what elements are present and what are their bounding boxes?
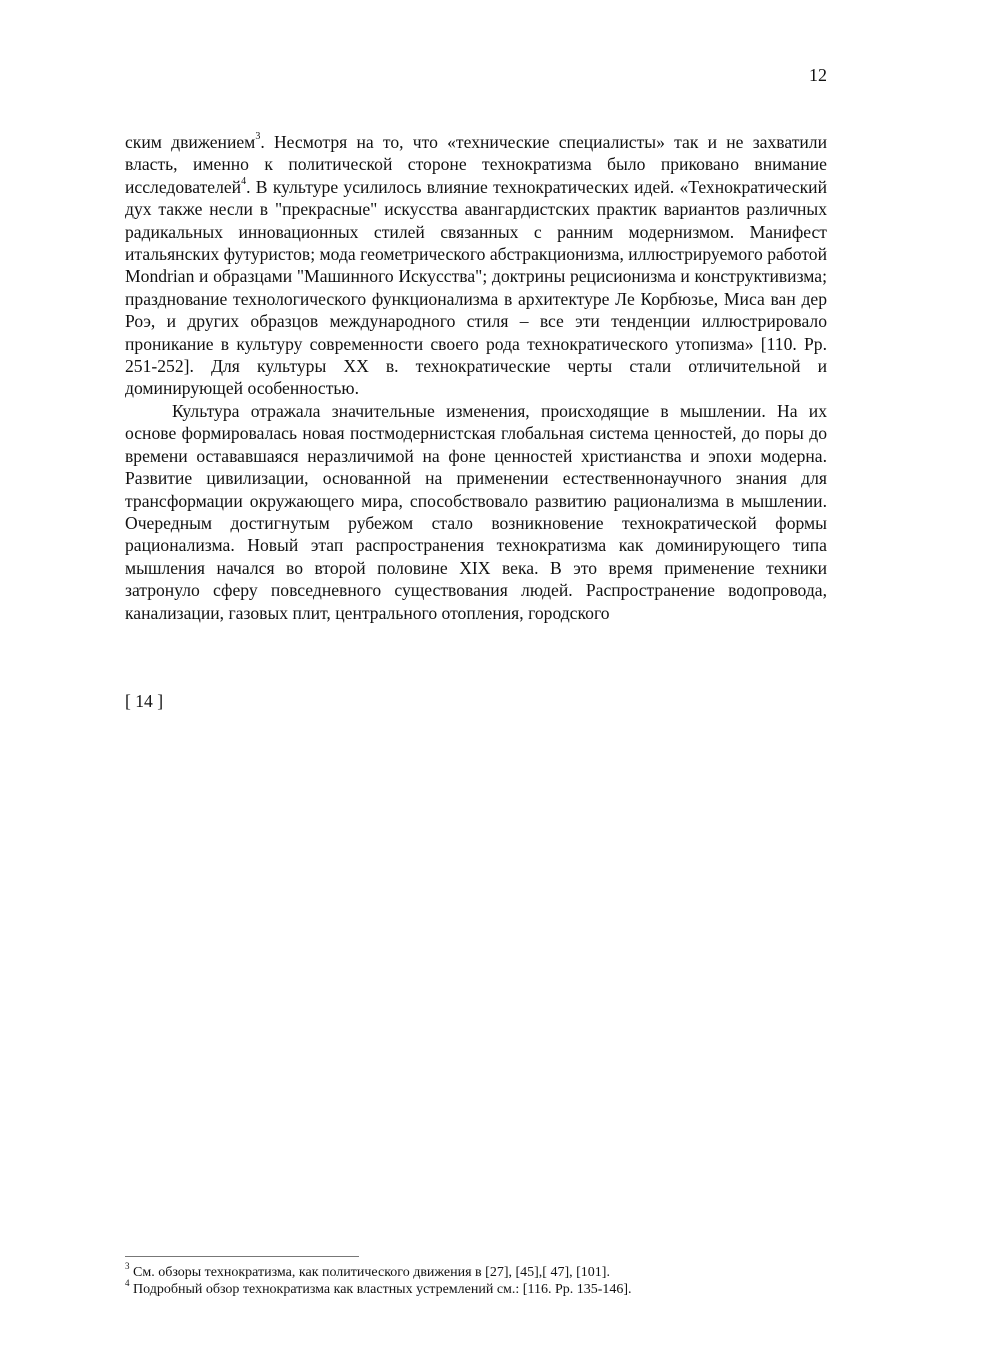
footnote-mark-4: 4 [125, 1278, 130, 1289]
paragraph-1 [125, 131, 827, 400]
footnote-4-text: Подробный обзор технократизма как властных устремлений см.: [116. Pp. 135-146]. [129, 1282, 632, 1297]
footnote-3-text: См. обзоры технократизма, как политического движения в [27], [45],[ 47], [101]. [129, 1265, 610, 1280]
paragraph-1-part-3: . В культуре усилилось влияние технократических идей. «Технократический дух также несли в "прекрасные" искусства авангардистских практик вариантов различных радикальных инновационных стилей связанных с ранним модернизмом. Манифест итальянских футуристов; мода геометрического абстракционизма, иллюстрируемого работой Mondrian и образцами "Машинного Искусства"; доктрины рецисионизма и конструктивизма; празднование технологического функционализма в архитектуре Ле Корбюзье, Миса ван дер Роэ, и других образцов международного стиля – все эти тенденции иллюстрировало проникание в культуру современности своего рода технократического утопизма» [110. Pp. 251-252]. Для культуры XX в. технократические черты стали отличительной и доминирующей особенностью. [125, 176, 827, 399]
paragraph-2: Культура отражала значительные изменения, происходящие в мышлении. На их основе формировалась новая постмодернистская глобальная система ценностей, до поры до времени остававшаяся неразличимой на фоне ценностей христианства и эпохи модерна. Развитие цивилизации, основанной на применении естественнонаучного знания для трансформации окружающего мира, способствовало развитию рационализма в мышлении. Очередным достигнутым рубежом стало возникновение технократической формы рационализма. Новый этап распространения технократизма как доминирующего типа мышления начался во второй половине XIX века. В это время применение техники затронуло сферу повседневного существования людей. Распространение водопровода, канализации, газовых плит, центрального отопления, городского [125, 400, 827, 623]
footnote-3 [125, 1261, 827, 1281]
paragraph-1-part-1: ским движением [125, 132, 256, 152]
footnote-ref-4[interactable]: 4 [241, 175, 247, 187]
footnote-4 [125, 1278, 827, 1298]
footnote-ref-3[interactable]: 3 [255, 131, 261, 143]
footnote-mark-3: 3 [125, 1261, 130, 1272]
main-text [125, 131, 827, 624]
source-page-marker: [ 14 ] [125, 691, 164, 711]
footnotes [125, 1261, 827, 1298]
page-number: 12 [809, 65, 827, 85]
footnote-divider [125, 1256, 359, 1257]
paragraph-1-part-2: . Несмотря на то, что «технические специалисты» так и не захватили власть, именно к политической стороне технократизма было приковано внимание исследователей [125, 132, 827, 197]
